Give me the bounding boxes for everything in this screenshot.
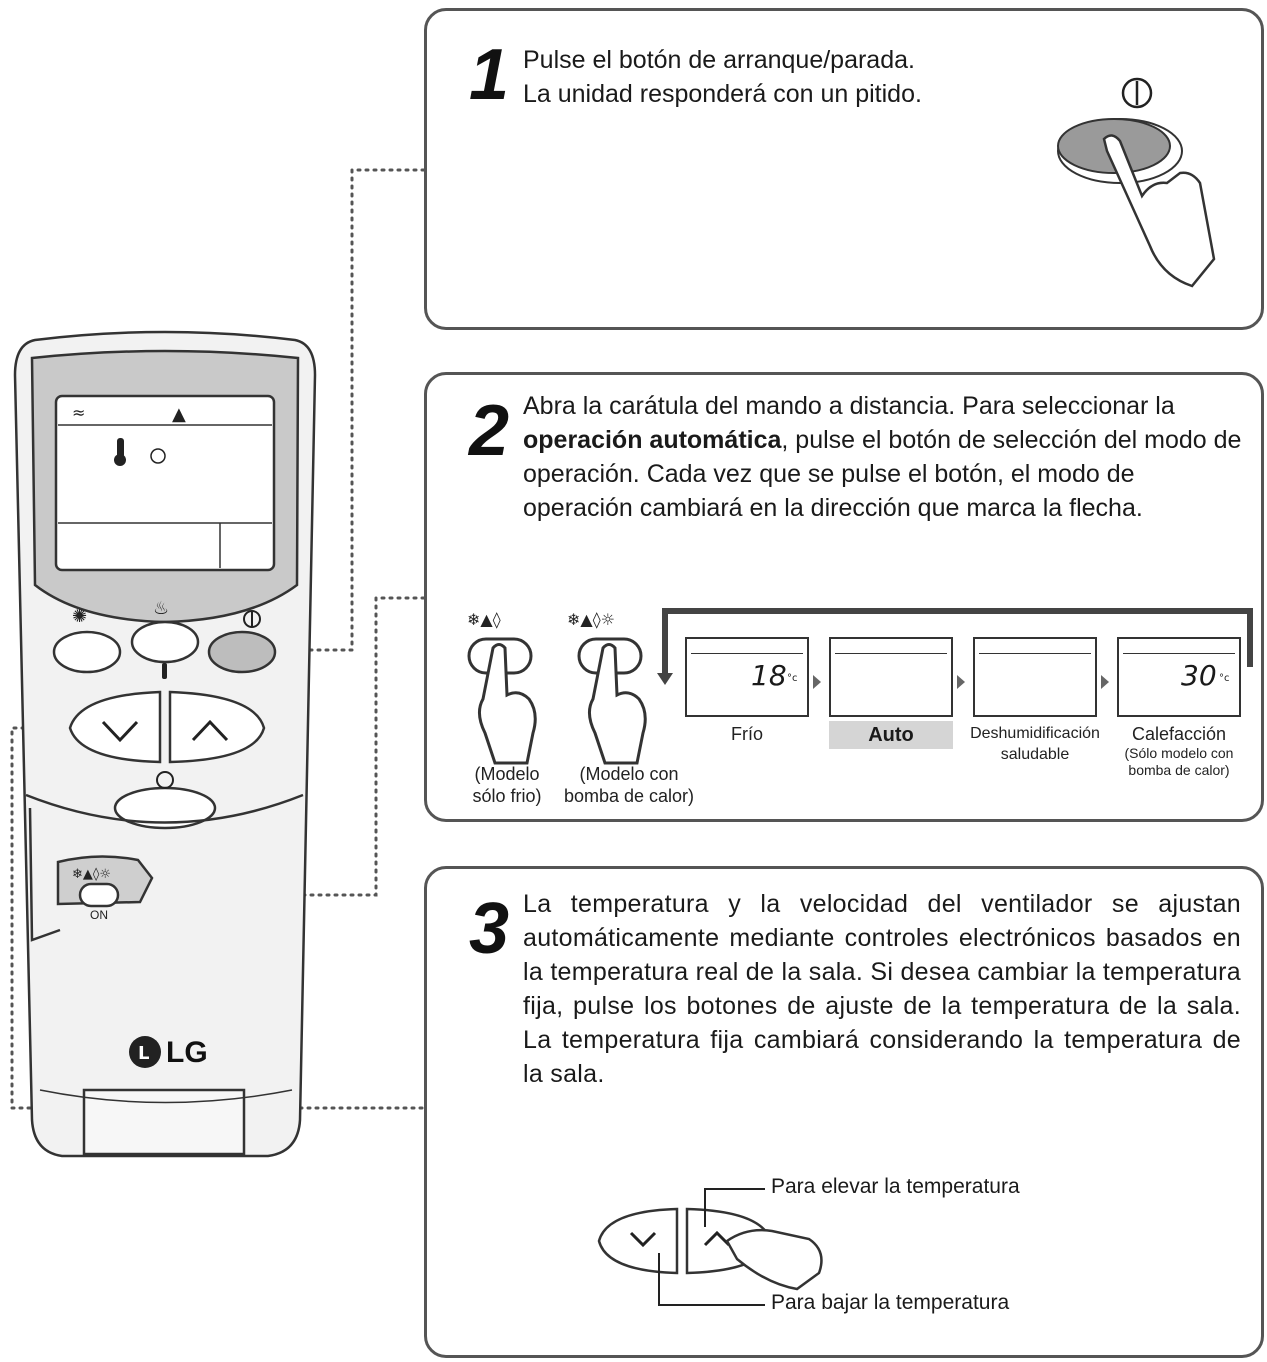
lower-temperature-label: Para bajar la temperatura xyxy=(771,1291,1010,1314)
step1-panel xyxy=(424,8,1264,330)
mode-label-dry: Deshumidificación saludable xyxy=(970,725,1100,763)
svg-text:♨: ♨ xyxy=(153,598,170,619)
step2-text-bold: operación automática xyxy=(523,426,782,454)
mode-label-cold: Frío xyxy=(730,724,763,744)
svg-text:✺: ✺ xyxy=(72,606,88,627)
mode-icons-cold: ❄▲◊ xyxy=(467,610,501,629)
remote-switch-label: ON xyxy=(90,908,108,922)
svg-text:❄▲◊☼: ❄▲◊☼ xyxy=(72,867,111,882)
arrow-icon xyxy=(813,675,821,689)
lg-logo: LG xyxy=(166,1036,208,1069)
power-button-illustration xyxy=(1042,71,1242,311)
mode-label-heat: Calefacción xyxy=(1131,724,1227,744)
step2-text-before: Abra la carátula del mando a distancia. Para seleccionar la xyxy=(523,392,1175,420)
step2-panel xyxy=(424,372,1264,822)
step1-line2: La unidad responderá con un pitido. xyxy=(523,80,922,108)
step3-panel xyxy=(424,866,1264,1358)
mode-arrows xyxy=(667,667,1267,697)
model-heat-label: (Modelo con bomba de calor) xyxy=(563,764,695,806)
step3-text: La temperatura y la velocidad del ventilador se ajustan automáticamente mediante controles electrónicos basados en la temperatura real de la sala. Si desea cambiar la temperatura fija, pulse los botones de ajuste de la temperatura de la sala. La temperatura fija cambiará considerando la temperatura de la sala. xyxy=(523,890,1241,1088)
svg-text:≈: ≈ xyxy=(72,403,86,422)
model-cold-label: (Modelo sólo frio) xyxy=(472,764,542,806)
lcd-unit-cold: °c xyxy=(787,673,798,684)
step2-text-after: , pulse el botón de selección del modo de operación. Cada vez que se pulse el botón, el modo de operación cambiará en la dirección que marca la flecha. xyxy=(523,426,1242,522)
lcd-unit-heat: °c xyxy=(1219,673,1230,684)
step1-line1: Pulse el botón de arranque/parada. xyxy=(523,46,915,74)
mode-note-heat: (Sólo modelo con bomba de calor) xyxy=(1124,745,1234,778)
step3-number: 3 xyxy=(469,889,510,969)
lcd-value-cold: 18 xyxy=(751,659,787,692)
arrow-icon xyxy=(957,675,965,689)
svg-text:▲: ▲ xyxy=(172,404,186,425)
step1-number: 1 xyxy=(469,35,510,115)
raise-temperature-label: Para elevar la temperatura xyxy=(771,1175,1020,1198)
mode-icons-heat: ❄▲◊☼ xyxy=(567,610,615,629)
svg-text:L: L xyxy=(138,1043,150,1064)
lcd-value-heat: 30 xyxy=(1181,659,1217,692)
mode-label-auto: Auto xyxy=(829,721,953,749)
arrow-icon xyxy=(1101,675,1109,689)
step2-number: 2 xyxy=(469,391,510,471)
hand-icon xyxy=(727,1230,821,1289)
step2-text xyxy=(523,389,1243,525)
